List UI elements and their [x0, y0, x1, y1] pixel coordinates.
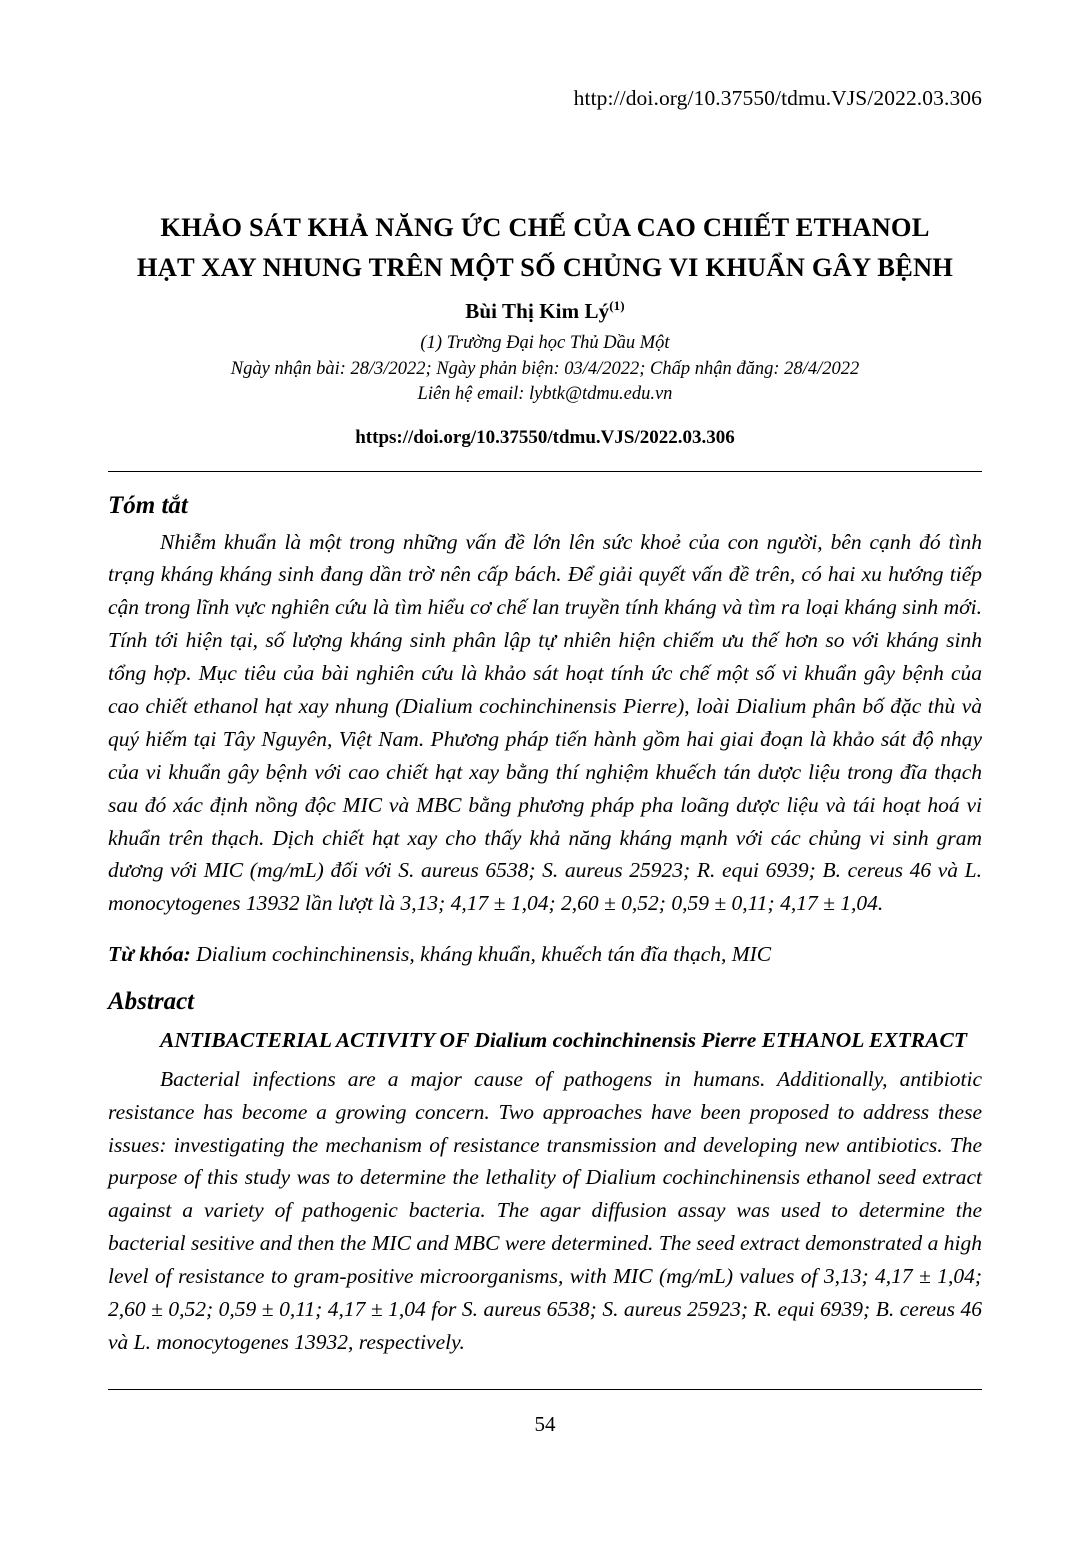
abstract-en-title: ANTIBACTERIAL ACTIVITY OF Dialium cochinchinensis Pierre ETHANOL EXTRACT: [160, 1028, 967, 1053]
abstract-en-heading: Abstract: [108, 988, 195, 1016]
divider-top: [108, 471, 982, 472]
page-number: 54: [534, 1411, 556, 1436]
author-affiliation-marker: (1): [609, 297, 625, 313]
page-title-line-1: KHẢO SÁT KHẢ NĂNG ỨC CHẾ CỦA CAO CHIẾT ETHANOL: [160, 212, 930, 242]
article-doi: https://doi.org/10.37550/tdmu.VJS/2022.03.306: [355, 426, 735, 448]
keywords-vi-label: Từ khóa:: [108, 942, 191, 967]
abstract-en-body: Bacterial infections are a major cause of pathogens in humans. Additionally, antibiotic resistance has become a growing concern. Two approaches have been proposed to address these issues: investigating the mechanism of resistance transmission and developing new antibiotics. The purpose of this study was to determine the lethality of Dialium cochinchinensis ethanol seed extract against a variety of pathogenic bacteria. The agar diffusion assay was used to determine the bacterial sesitive and then the MIC and MBC were determined. The seed extract demonstrated a high level of resistance to gram-positive microorganisms, with MIC (mg/mL) values of 3,13; 4,17 ± 1,04; 2,60 ± 0,52; 0,59 ± 0,11; 4,17 ± 1,04 for S. aureus 6538; S. aureus 25923; R. equi 6939; B. cereus 46 và L. monocytogenes 13932, respectively.: [108, 1066, 982, 1354]
keywords-vi-value: Dialium cochinchinensis, kháng khuẩn, khuếch tán đĩa thạch, MIC: [190, 942, 772, 967]
contact-email: Liên hệ email: lybtk@tdmu.edu.vn: [417, 383, 673, 404]
author-name: [108, 298, 982, 324]
abstract-vi-heading: Tóm tắt: [108, 491, 188, 519]
page-title-line-2: HẠT XAY NHUNG TRÊN MỘT SỐ CHỦNG VI KHUẨN GÂY BỆNH: [136, 252, 954, 283]
header-doi-url: http://doi.org/10.37550/tdmu.VJS/2022.03.306: [573, 86, 982, 110]
submission-dates: Ngày nhận bài: 28/3/2022; Ngày phản biện: 03/4/2022; Chấp nhận đăng: 28/4/2022: [230, 358, 860, 379]
abstract-vi-body: Nhiễm khuẩn là một trong những vấn đề lớn lên sức khoẻ của con người, bên cạnh đó tình trạng kháng kháng sinh đang dần trờ nên cấp bách. Để giải quyết vấn đề trên, có hai xu hướng tiếp cận trong lĩnh vực nghiên cứu là tìm hiểu cơ chế lan truyền tính kháng và tìm ra loại kháng sinh mới. Tính tới hiện tại, số lượng kháng sinh phân lập tự nhiên hiện chiếm ưu thế hơn so với kháng sinh tổng hợp. Mục tiêu của bài nghiên cứu là khảo sát hoạt tính ức chế một số vi khuẩn gây bệnh của cao chiết ethanol hạt xay nhung (Dialium cochinchinensis Pierre), loài Dialium phân bố đặc thù và quý hiếm tại Tây Nguyên, Việt Nam. Phương pháp tiến hành gồm hai giai đoạn là khảo sát độ nhạy của vi khuẩn gây bệnh với cao chiết hạt xay bằng thí nghiệm khuếch tán dược liệu trong đĩa thạch sau đó xác định nồng độc MIC và MBC bằng phương pháp pha loãng dược liệu và tái hoạt hoá vi khuẩn trên thạch. Dịch chiết hạt xay cho thấy khả năng kháng mạnh với các chủng vi sinh gram dương với MIC (mg/mL) đối với S. aureus 6538; S. aureus 25923; R. equi 6939; B. cereus 46 và L. monocytogenes 13932 lần lượt là 3,13; 4,17 ± 1,04; 2,60 ± 0,52; 0,59 ± 0,11; 4,17 ± 1,04.: [108, 529, 982, 916]
title-block: [108, 207, 982, 449]
affiliation: (1) Trường Đại học Thủ Dầu Một: [420, 332, 670, 353]
page-title: [108, 207, 982, 288]
keywords-vi: [108, 938, 982, 970]
author-label: Bùi Thị Kim Lý: [465, 298, 610, 323]
divider-bottom: [108, 1389, 982, 1390]
